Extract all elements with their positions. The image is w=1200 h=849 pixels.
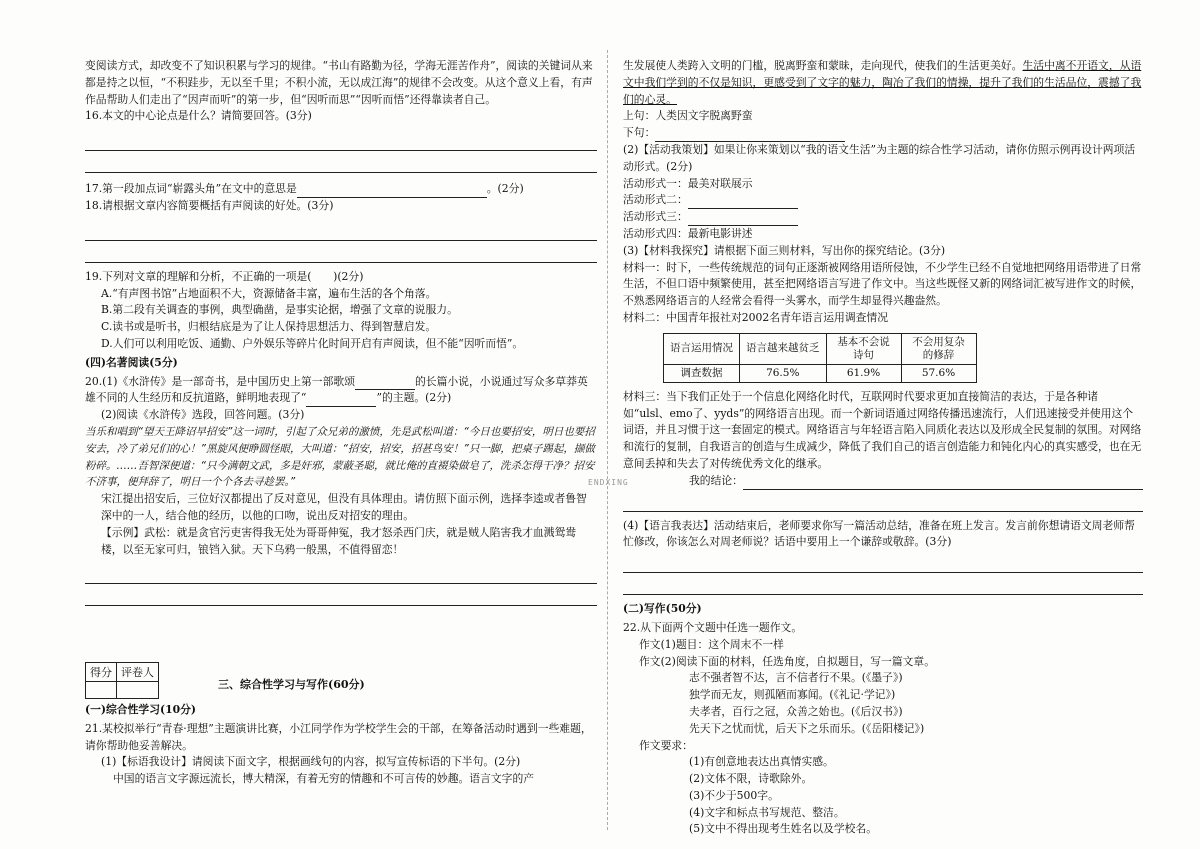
material-2: 材料二：中国青年报社对2002名青年语言运用调查情况: [623, 310, 889, 324]
subsection-1-heading: (一)综合性学习(10分): [85, 703, 197, 716]
survey-value: 57.6%: [901, 364, 976, 382]
requirement-4: (4)文字和标点书写规范、整洁。: [689, 805, 845, 819]
answer-line[interactable]: [623, 579, 1143, 595]
topic-2: 作文(2)阅读下面的材料，任选角度，自拟题目，写一篇文章。: [639, 654, 936, 668]
question-20-1: 20.(1)《水浒传》是一部奇书，是中国历史上第一部歌颂 的长篇小说，小说通过写众多草莽英雄不同的人生经历和反抗道路，鲜明地表现了“ ”的主题。(2分): [85, 374, 597, 408]
q21-1-text-continued: 生发展使人类跨入文明的门槛，脱离野蛮和蒙昧，走向现代，使我们的生活更美好。生活中离不开语文，从语文中我们学到的不仅是知识，更感受到了文字的魅力，陶冶了我们的情操，提升了我们的生活品位，震撼了我们的心灵。: [623, 59, 1142, 106]
upper-line: 上句：人类因文字脱离野蛮: [623, 109, 753, 123]
survey-header: 不会用复杂的修辞: [901, 333, 976, 364]
question-20-2: (2)阅读《水浒传》选段，回答问题。(3分): [101, 408, 305, 422]
requirement-3: (3)不少于500字。: [689, 788, 779, 802]
answer-line[interactable]: [623, 496, 1143, 512]
quote-3: 夫孝者，百行之冠，众善之始也。(《后汉书》): [689, 704, 903, 718]
passage-ending: 变阅读方式，却改变不了知识积累与学习的规律。“书山有路勤为径，学海无涯苦作舟”，阅读的关键词从来都是持之以恒，“不积跬步，无以至千里；不积小流，无以成江海”的规律不会改变。从这个意义上看，有声作品帮助人们走出了“因声而听”的第一步，但“因听而思”“因听而悟”还得靠读者自己。: [85, 59, 593, 106]
subsection-2-heading: (二)写作(50分): [623, 602, 702, 616]
example-answer: 【示例】武松：就是贪官污吏害得我无处为哥哥伸冤，我才怒杀西门庆，就是贼人陷害我才血溅鸳鸯楼，以至无家可归，锒铛入狱。天下乌鸦一般黑，不值得留恋！: [101, 525, 577, 556]
activity-3: 活动形式三：: [623, 209, 1143, 226]
question-22: 22.从下面两个文题中任选一题作文。: [623, 620, 803, 634]
activity-2: 活动形式二：: [623, 192, 1143, 209]
q19-option-d: D.人们可以利用吃饭、通勤、户外娱乐等碎片化时间开启有声阅读，但不能“因听而悟”。: [101, 336, 524, 350]
question-16: 16.本文的中心论点是什么？请简要回答。(3分): [85, 109, 312, 123]
answer-line[interactable]: [623, 557, 1143, 573]
question-19: 19.下列对文章的理解和分析，不正确的一项是( )(2分): [85, 269, 364, 283]
question-21: 21.某校拟举行“青春·理想”主题演讲比赛，小江同学作为学校学生会的干部，在筹备活动时遇到一些难题，请你帮助他妥善解决。: [85, 721, 592, 752]
quote-1: 志不强者智不达，言不信者行不果。(《墨子》): [689, 671, 903, 685]
answer-line[interactable]: [85, 568, 597, 584]
excerpt: 当乐和唱到“望天王降诏早招安”这一词时，引起了众兄弟的激愤，先是武松叫道：“今日也要招安，明日也要招安去，冷了弟兄们的心！”黑旋风便睁圆怪眼，大叫道：“招安，招安，招甚鸟安！”只一脚，把桌子踢起，撷做粉碎。……吾智深便道：“只今满朝文武，多是奸邪，蒙蔽圣聪，就比俺的直裰染做皂了，洗杀怎得干净？招安不济事，便拜辞了，明日一个个各去寻趁罢。”: [85, 425, 595, 489]
requirement-5: (5)文中不得出现考生姓名以及学校名。: [689, 822, 878, 836]
column-divider: [607, 50, 608, 830]
question-21-4: (4)【语言我表达】活动结束后，老师要求你写一篇活动总结，准备在班上发言。发言前你想请语文周老师帮忙修改，你该怎么对周老师说？话语中要用上一个谦辞或敬辞。(3分): [623, 518, 1135, 549]
q19-option-b: B.第二段有关调查的事例，典型确凿，是事实论据，增强了文章的说服力。: [101, 303, 458, 317]
question-21-3: (3)【材料我探究】请根据下面三则材料，写出你的探究结论。(3分): [623, 243, 946, 257]
q19-option-a: A.“有声图书馆”占地面积不大，资源储备丰富，遍布生活的各个角落。: [101, 286, 437, 300]
question-17: 17.第一段加点词“崭露头角”在文中的意思是 。(2分): [85, 181, 597, 198]
grader-cell[interactable]: [117, 682, 159, 699]
survey-header: 语言越来越贫乏: [740, 333, 827, 364]
score-label: 得分: [86, 663, 117, 682]
question-21-1: (1)【标语我设计】请阅读下面文字，根据画线句的内容，拟写宣传标语的下半句。(2分): [101, 755, 521, 769]
left-column-bottom: [85, 700, 597, 788]
survey-table: [663, 333, 977, 383]
q21-1-text: 中国的语言文字源远流长，博大精深，有着无穷的情趣和不可言传的妙趣。语言文字的产: [113, 772, 535, 786]
scan-watermark: ENDXING: [588, 478, 629, 487]
quote-4: 先天下之忧而忧，后天下之乐而乐。(《岳阳楼记》): [689, 721, 925, 735]
conclusion-blank[interactable]: [743, 489, 1143, 490]
quote-2: 独学而无友，则孤陋而寡闻。(《礼记·学记》): [689, 688, 896, 702]
topic-1: 作文(1)题目：这个周末不一样: [639, 637, 784, 651]
score-box: [85, 662, 159, 699]
activity-4: 活动形式四：最新电影讲述: [623, 226, 753, 240]
q20-2-prompt: 宋江提出招安后，三位好汉都提出了反对意见，但没有具体理由。请仿照下面示例，选择李逵或者鲁智深中的一人，结合他的经历，以他的口吻，说出反对招安的理由。: [101, 492, 587, 522]
answer-line[interactable]: [85, 157, 597, 173]
material-3: 材料三：当下我们正处于一个信息化网络化时代，互联网时代要求更加直接简洁的表达，于是各种诸如“ulsl、emo了、yyds”的网络语言出现。而一个新词语通过网络传播迅速流行，人们迅速接受并使用这个词语，并且习惯于这一套固定的模式。网络语言与年轻语言陷入同质化表达以及形成全民复制的氛围。对网络和流行的复制，自我语言的创造与生成减少，降低了我们自己的语言创造能力和钝化内心的真实感受，也在无意间丢掉和失去了对传统优秀文化的继承。: [623, 389, 1142, 470]
lower-line: 下句：: [623, 125, 1143, 142]
activity-1: 活动形式一：最美对联展示: [623, 176, 753, 190]
underlined-sentence: 生活中离不开语文，从语文中我们学到的不仅是知识，更感受到了文字的魅力，陶冶了我们的情操，提升了我们的生活品位，震撼了我们的心灵。: [623, 59, 1142, 106]
answer-line[interactable]: [85, 590, 597, 606]
q19-option-c: C.读书或是听书，归根结底是为了让人保持思想活力、得到智慧启发。: [101, 320, 437, 334]
conclusion-line: 我的结论：: [623, 473, 1143, 490]
survey-value: 76.5%: [740, 364, 827, 382]
answer-line[interactable]: [85, 225, 597, 241]
survey-header: 语言运用情况: [664, 333, 740, 364]
q20-blank-2[interactable]: [306, 406, 376, 407]
section-4-heading: (四)名著阅读(5分): [85, 355, 178, 369]
grader-label: 评卷人: [117, 663, 159, 682]
score-cell[interactable]: [86, 682, 117, 699]
answer-line[interactable]: [85, 247, 597, 263]
right-column: [623, 58, 1143, 838]
survey-row-label: 调查数据: [664, 364, 740, 382]
left-column: [85, 58, 597, 612]
section-3-heading: 三、综合性学习与写作(60分): [218, 678, 365, 691]
requirement-1: (1)有创意地表达出真情实感。: [689, 755, 834, 769]
survey-value: 61.9%: [826, 364, 901, 382]
requirements-label: 作文要求：: [639, 738, 693, 752]
question-21-2: (2)【活动我策划】如果让你来策划以“我的语文生活”为主题的综合性学习活动，请你仿照示例再设计两项活动形式。(2分): [623, 142, 1136, 173]
answer-line[interactable]: [85, 135, 597, 151]
requirement-2: (2)文体不限，诗歌除外。: [689, 772, 813, 786]
material-1: 材料一：时下，一些传统规范的词句正逐渐被网络用语所侵蚀，不少学生已经不自觉地把网络用语带进了日常生活，不但口语中频繁使用，甚至把网络语言写进了作文中。当这些既怪又新的网络词汇被写进作文的时候，不熟悉网络语言的人经常会看得一头雾水，而学生却显得兴趣盎然。: [623, 260, 1142, 308]
survey-header: 基本不会说诗句: [826, 333, 901, 364]
question-18: 18.请根据文章内容简要概括有声阅读的好处。(3分): [85, 198, 334, 212]
